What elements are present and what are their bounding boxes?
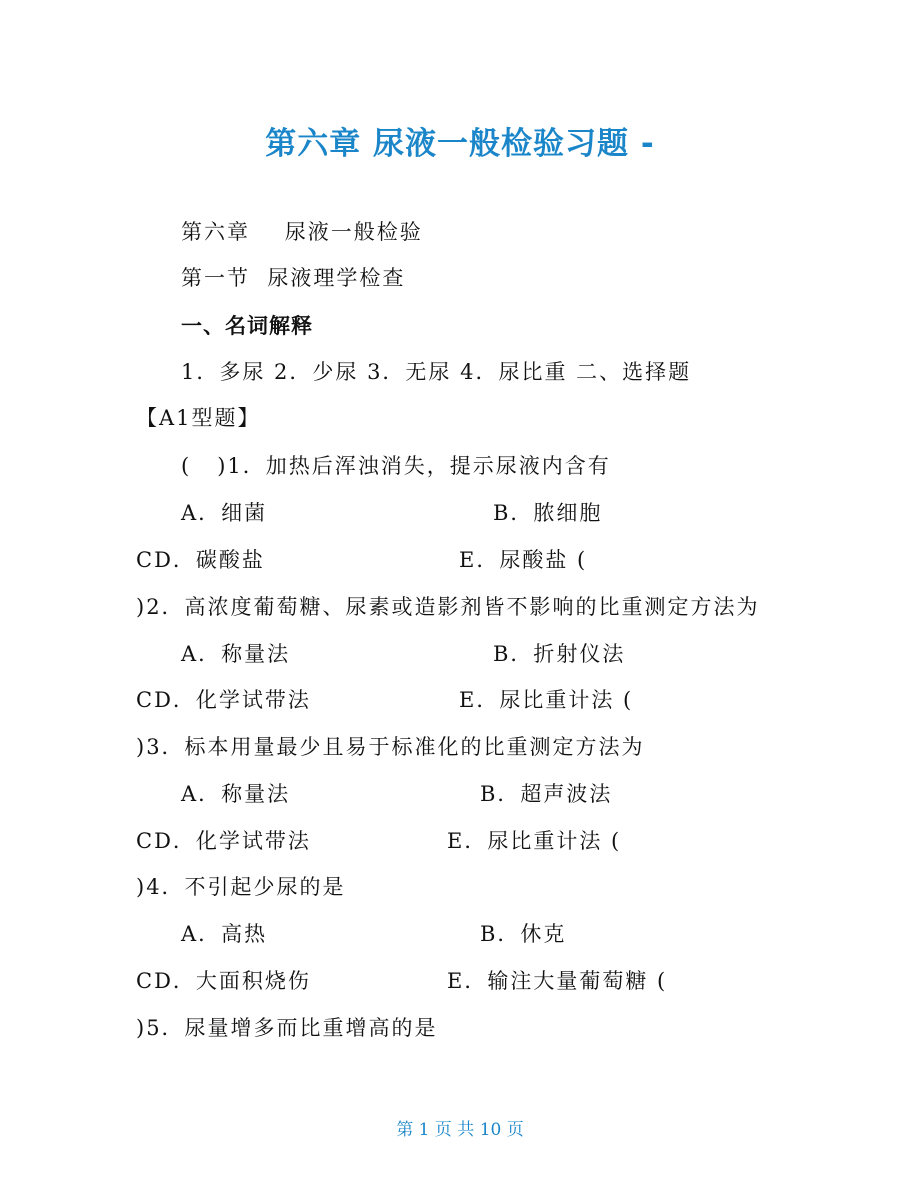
q3-option-e: E．尿比重计法 ( xyxy=(447,829,622,853)
q2-option-e: E．尿比重计法 ( xyxy=(459,688,634,712)
part-heading: 一、名词解释 xyxy=(181,314,313,338)
terms-line: 1．多尿 2．少尿 3．无尿 4．尿比重 二、选择题 xyxy=(181,360,692,384)
question-5: )5．尿量增多而比重增高的是 xyxy=(136,1016,438,1040)
q3-option-cd: CD．化学试带法 xyxy=(136,829,311,853)
q3-option-a: A．称量法 xyxy=(181,782,291,806)
q4-option-e: E．输注大量葡萄糖 ( xyxy=(447,969,668,993)
page-footer: 第 1 页 共 10 页 xyxy=(396,1120,524,1140)
q3-option-b: B．超声波法 xyxy=(480,782,613,806)
q2-option-a: A．称量法 xyxy=(181,642,291,666)
question-3: )3．标本用量最少且易于标准化的比重测定方法为 xyxy=(136,735,645,759)
q1-option-a: A．细菌 xyxy=(181,501,268,525)
q1-option-cd: CD．碳酸盐 xyxy=(136,548,265,572)
q4-option-cd: CD．大面积烧伤 xyxy=(136,969,311,993)
q1-option-e: E．尿酸盐 ( xyxy=(459,548,588,572)
q4-option-a: A．高热 xyxy=(181,922,268,946)
q1-option-b: B．脓细胞 xyxy=(493,501,603,525)
question-2: )2．高浓度葡萄糖、尿素或造影剂皆不影响的比重测定方法为 xyxy=(136,595,760,619)
q2-option-b: B．折射仪法 xyxy=(493,642,626,666)
section-heading: 第一节 尿液理学检查 xyxy=(181,266,406,290)
q4-option-b: B．休克 xyxy=(480,922,567,946)
question-1: ( )1．加热后浑浊消失，提示尿液内含有 xyxy=(181,454,611,478)
question-4: )4．不引起少尿的是 xyxy=(136,875,346,899)
chapter-heading: 第六章 尿液一般检验 xyxy=(181,220,423,244)
page-title: 第六章 尿液一般检验习题 - xyxy=(265,126,655,162)
question-type-label: 【A1型题】 xyxy=(136,406,261,430)
q2-option-cd: CD．化学试带法 xyxy=(136,688,311,712)
